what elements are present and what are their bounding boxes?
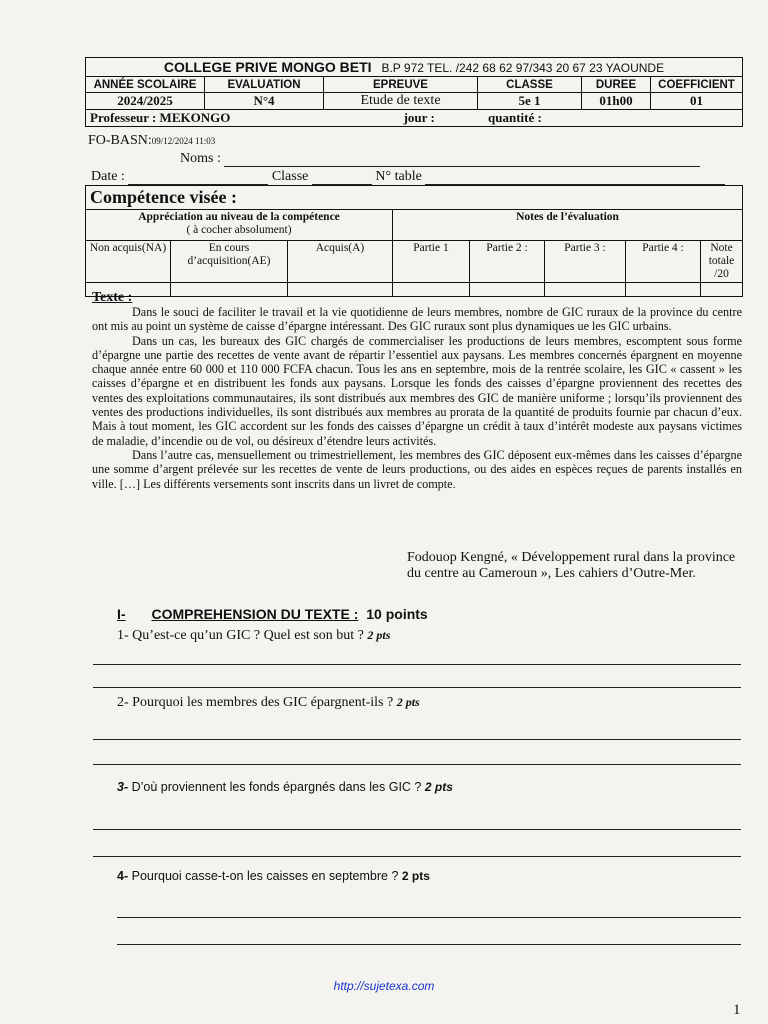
question-3-points: 2 pts bbox=[424, 780, 453, 794]
cell-partie-3[interactable] bbox=[545, 283, 626, 297]
question-1-num: 1- bbox=[117, 628, 129, 643]
col-partie-4: Partie 4 : bbox=[626, 241, 701, 283]
label-classe: CLASSE bbox=[478, 77, 582, 93]
quantite-label: quantité : bbox=[488, 110, 542, 125]
answer-line[interactable] bbox=[93, 856, 741, 857]
col-note-totale: Note totale /20 bbox=[701, 241, 743, 283]
cell-note-totale[interactable] bbox=[701, 283, 743, 297]
col-en-cours: En cours d’acquisition(AE) bbox=[171, 241, 288, 283]
competence-table bbox=[85, 209, 743, 297]
value-duree: 01h00 bbox=[582, 93, 651, 110]
answer-line[interactable] bbox=[93, 664, 741, 665]
question-2 bbox=[117, 695, 420, 711]
cell-partie-1[interactable] bbox=[393, 283, 470, 297]
date-line bbox=[91, 169, 725, 185]
appreciation-note: ( à cocher absolument) bbox=[186, 224, 292, 236]
appreciation-cell bbox=[86, 210, 393, 241]
answer-line[interactable] bbox=[117, 944, 741, 945]
date-label: Date : bbox=[91, 169, 125, 184]
question-4 bbox=[117, 869, 430, 883]
appreciation-title: Appréciation au niveau de la compétence bbox=[138, 211, 340, 223]
cell-partie-4[interactable] bbox=[626, 283, 701, 297]
question-1-text: Qu’est-ce qu’un GIC ? Quel est son but ? bbox=[132, 628, 364, 643]
fo-basn-line bbox=[88, 133, 215, 149]
page-number: 1 bbox=[733, 1002, 741, 1018]
noms-field[interactable] bbox=[224, 166, 700, 167]
answer-line[interactable] bbox=[93, 687, 741, 688]
noms-label: Noms : bbox=[180, 151, 221, 166]
question-4-text: Pourquoi casse-t-on les caisses en septembre ? bbox=[131, 869, 399, 883]
question-1-points: 2 pts bbox=[367, 628, 391, 642]
question-4-points: 2 pts bbox=[401, 869, 430, 883]
cell-acquis[interactable] bbox=[288, 283, 393, 297]
question-2-text: Pourquoi les membres des GIC épargnent-ils ? bbox=[132, 695, 394, 710]
answer-line[interactable] bbox=[93, 829, 741, 830]
timestamp: 09/12/2024 11:03 bbox=[151, 136, 216, 146]
section-title: COMPREHENSION DU TEXTE : bbox=[151, 606, 359, 622]
noms-line[interactable] bbox=[180, 151, 700, 167]
table-label: N° table bbox=[375, 169, 422, 184]
question-4-num: 4- bbox=[117, 869, 129, 883]
question-3-text: D’où proviennent les fonds épargnés dans les GIC ? bbox=[131, 780, 422, 794]
value-classe: 5e 1 bbox=[478, 93, 582, 110]
paragraph-1: Dans le souci de faciliter le travail et la vie quotidienne de leurs membres, nombre de GIC ruraux de la province du centre ont mis au point un système de caisse d’épargne intéressant. Des GIC ruraux sont plus dynamiques ue les GIC urbains. bbox=[92, 305, 742, 334]
col-non-acquis: Non acquis(NA) bbox=[86, 241, 171, 283]
label-duree: DUREE bbox=[582, 77, 651, 93]
section-number: I- bbox=[117, 606, 126, 622]
cell-partie-2[interactable] bbox=[470, 283, 545, 297]
col-partie-2: Partie 2 : bbox=[470, 241, 545, 283]
paragraph-2: Dans un cas, les bureaux des GIC chargés de commercialiser les productions de leurs membres, escomptent sous forme d’épargne une partie des recettes de vente avant de répartir l’essentiel aux paysans. Les membres concernés épargnent en moyenne chaque année entre 60 000 et 110 000 FCFA chacun. Tous les ans en septembre, mois de la rentrée scolaire, les GIC « cassent » les caisses d’épargne et en distribuent les fonds aux paysans. Lorsque les fonds des caisses d’épargne proviennent des recettes des ventes des exploitations communautaires, ils sont distribués aux membres des GIC de manière uniforme ; lorsqu’ils proviennent des ventes des productions individuelles, ils sont distribués aux membres au prorata de la quantité de produits fournie par chacun d’eux. Mais à tout moment, les GIC accordent sur les fonds des caisses d’épargne un crédit à taux d’intérêt modeste aux paysans victimes de maladie, d’incendie ou de vol, ou désireux d’étendre leurs activités. bbox=[92, 333, 742, 448]
notes-title: Notes de l’évaluation bbox=[393, 210, 743, 241]
text-source: Fodouop Kengné, « Développement rural dans la province du centre au Cameroun », Les cahiers d’Outre-Mer. bbox=[407, 550, 736, 581]
texte-body bbox=[92, 305, 742, 491]
school-contact: B.P 972 TEL. /242 68 62 97/343 20 67 23 YAOUNDE bbox=[381, 61, 665, 75]
label-coefficient: COEFFICIENT bbox=[651, 77, 743, 93]
label-epreuve: EPREUVE bbox=[324, 77, 478, 93]
footer-link[interactable]: http://sujetexa.com bbox=[333, 979, 435, 993]
question-1 bbox=[117, 628, 390, 644]
col-acquis: Acquis(A) bbox=[288, 241, 393, 283]
answer-line[interactable] bbox=[93, 764, 741, 765]
col-partie-3: Partie 3 : bbox=[545, 241, 626, 283]
value-annee: 2024/2025 bbox=[86, 93, 205, 110]
header-table bbox=[85, 57, 743, 127]
question-3-num: 3- bbox=[117, 780, 129, 794]
texte-title: Texte : bbox=[92, 290, 133, 305]
answer-line[interactable] bbox=[117, 917, 741, 918]
section-points: 10 points bbox=[366, 606, 428, 622]
cell-en-cours[interactable] bbox=[171, 283, 288, 297]
paragraph-3: Dans l’autre cas, mensuellement ou trimestriellement, les membres des GIC déposent eux-mêmes dans les caisses d’épargne une somme d’argent prélevée sur les recettes de vente de leurs productions, ou des aides en espèces reçues de parents installés en ville. […] Les différents versements sont inscrits dans un livret de compte. bbox=[92, 447, 742, 491]
fo-basn-label: FO-BASN: bbox=[88, 133, 152, 148]
question-2-num: 2- bbox=[117, 695, 129, 710]
col-partie-1: Partie 1 bbox=[393, 241, 470, 283]
professor-row bbox=[86, 110, 743, 127]
label-annee: ANNÉE SCOLAIRE bbox=[86, 77, 205, 93]
value-coefficient: 01 bbox=[651, 93, 743, 110]
jour-label: jour : bbox=[403, 110, 435, 125]
school-name: COLLEGE PRIVE MONGO BETI bbox=[163, 59, 372, 75]
section-heading bbox=[117, 606, 428, 622]
classe-label: Classe bbox=[271, 169, 309, 184]
value-evaluation: N°4 bbox=[205, 93, 324, 110]
competence-title: Compétence visée : bbox=[85, 185, 743, 209]
school-header bbox=[86, 58, 743, 77]
answer-line[interactable] bbox=[93, 739, 741, 740]
professor-label: Professeur : MEKONGO bbox=[90, 110, 231, 125]
value-epreuve: Etude de texte bbox=[324, 93, 478, 110]
question-3 bbox=[117, 780, 453, 794]
question-2-points: 2 pts bbox=[396, 695, 420, 709]
label-evaluation: EVALUATION bbox=[205, 77, 324, 93]
